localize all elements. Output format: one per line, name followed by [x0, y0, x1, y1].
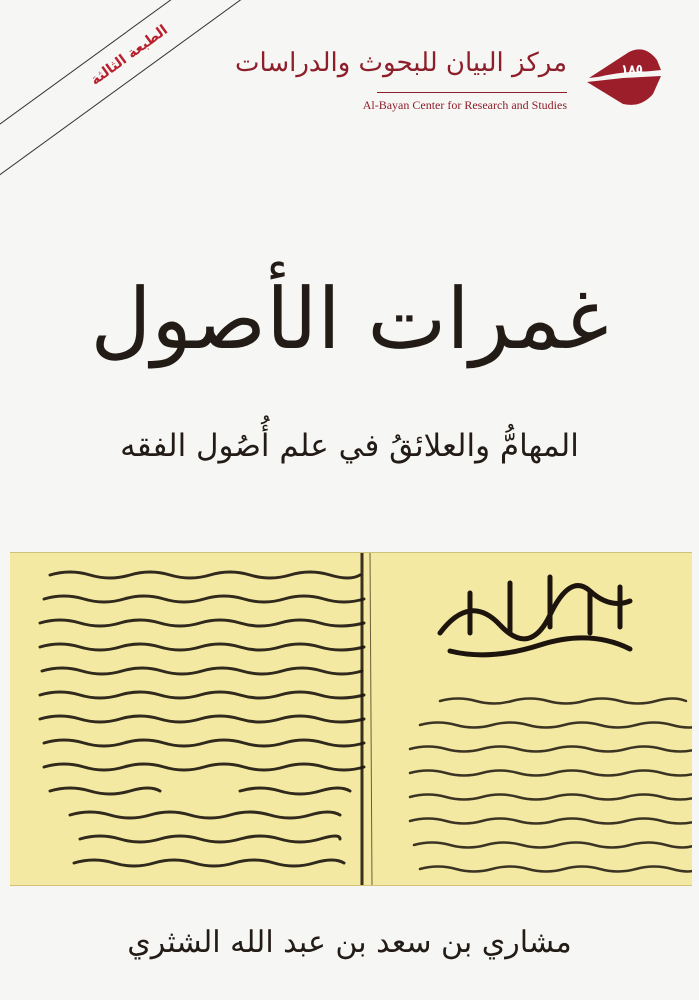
manuscript-pages-illustration [10, 553, 692, 886]
author-name: مشاري بن سعد بن عبد الله الشثري [127, 925, 572, 960]
publisher-logo-icon [583, 46, 663, 110]
manuscript-image [10, 552, 692, 886]
edition-ribbon [0, 0, 251, 187]
publisher-name-english: Al-Bayan Center for Research and Studies [362, 98, 567, 112]
publisher-divider [377, 92, 567, 93]
publisher-block [234, 40, 663, 130]
book-subtitle: المهامُّ والعلائقُ في علم أُصُول الفقه [120, 428, 579, 464]
series-number: ١٨٥ [621, 62, 643, 76]
book-title: غمرات الأصول [90, 270, 609, 368]
publisher-name-arabic: مركز البيان للبحوث والدراسات [234, 48, 567, 78]
edition-label: الطبعة الثالثة [87, 22, 171, 89]
